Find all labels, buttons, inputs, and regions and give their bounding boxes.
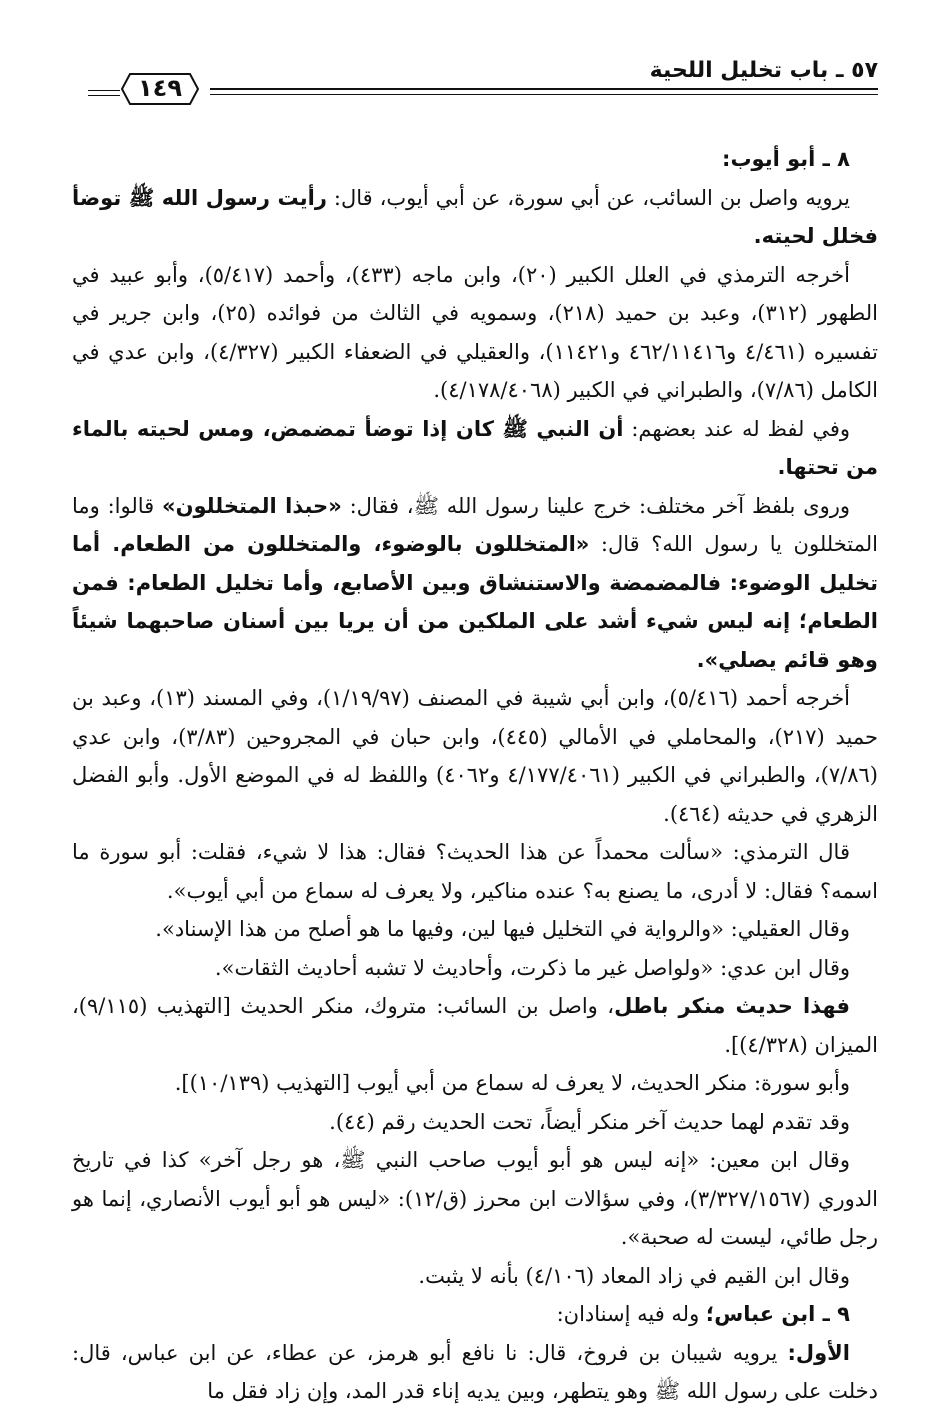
hadith-text: أن النبي ﷺ كان إذا توضأ تمضمض، ومس لحيته بالماء من تحتها. [72,416,878,479]
header-rule [210,88,878,90]
page-number-badge [120,72,200,106]
chapter-title: ٥٧ ـ باب تخليل اللحية [649,58,878,83]
text-run: وروى بلفظ آخر مختلف: خرج علينا رسول الله ﷺ، فقال: [341,493,851,518]
sub-heading-first: الأول: [787,1340,850,1365]
paragraph [72,179,878,256]
page-body [72,140,878,1411]
text-run: يرويه واصل بن السائب، عن أبي سورة، عن أبي أيوب، قال: [326,185,850,210]
text-run: وله فيه إسنادان: [556,1302,706,1326]
paragraph: وقال العقيلي: «والرواية في التخليل فيها لين، وفيها ما هو أصلح من هذا الإسناد». [155,917,850,941]
text-run: قالوا: وما المتخللون يا رسول الله؟ قال: [72,493,878,556]
header-rule-thin [210,94,878,95]
text-run: يرويه شيبان بن فروخ، قال: نا نافع أبو هرمز، عن عطاء، عن ابن عباس، قال: دخلت على رسول الله ﷺ وهو يتطهر، وبين يديه إناء قدر المد، وإن زاد فقل ما [72,1340,878,1403]
header-rule-left [88,90,120,91]
paragraph: أخرجه أحمد (٥/٤١٦)، وابن أبي شيبة في المصنف (١/١٩/٩٧)، وفي المسند (١٣)، وعبد بن حميد (٢١٧)، والمحاملي في الأمالي (٤٤٥)، وابن حبان في المجروحين (٣/٨٣)، وابن عدي (٧/٨٦)، والطبراني في الكبير (٤/١٧٧/٤٠٦١ و٤٠٦٢) واللفظ له في الموضع الأول. وأبو الفضل الزهري في حديثه (٤٦٤). [72,686,878,826]
paragraph: وأبو سورة: منكر الحديث، لا يعرف له سماع من أبي أيوب [التهذيب (١٠/١٣٩)]. [174,1071,850,1095]
header-rule-left-2 [88,95,120,96]
paragraph: وقد تقدم لهما حديث آخر منكر أيضاً، تحت الحديث رقم (٤٤). [329,1109,850,1134]
paragraph: وقال ابن معين: «إنه ليس هو أبو أيوب صاحب النبي ﷺ، هو رجل آخر» كذا في تاريخ الدوري (٣/٣٢٧/١٥٦٧)، وفي سؤالات ابن محرز (ق/١٢): «ليس هو أبو أيوب الأنصاري، إنما هو رجل طائي، ليست له صحبة». [72,1148,878,1249]
paragraph: قال الترمذي: «سألت محمداً عن هذا الحديث؟ فقال: هذا لا شيء، فقلت: أبو سورة ما اسمه؟ فقال: لا أدرى، ما يصنع به؟ عنده مناكير، ولا يعرف له سماع من أبي أيوب». [72,840,878,903]
paragraph [72,487,878,680]
text-run: ، واصل بن السائب: متروك، منكر الحديث [التهذيب (٩/١١٥)، الميزان (٤/٣٢٨)]. [72,994,878,1057]
hadith-text: «المتخللون بالوضوء، والمتخللون من الطعام. أما تخليل الوضوء: فالمضمضة والاستنشاق وبين الأصابع، وأما تخليل الطعام: فمن الطعام؛ إنه ليس شيء أشد على الملكين من أن يريا بين أسنان صاحبهما شيئاً وهو قائم يصلي». [72,532,878,672]
page-header [88,58,878,118]
paragraph [72,1334,878,1411]
section-heading-ibn-abbas: ٩ ـ ابن عباس؛ [705,1302,850,1326]
paragraph: وقال ابن عدي: «ولواصل غير ما ذكرت، وأحاديث لا تشبه أحاديث الثقات». [214,955,850,980]
section-heading-abu-ayyub: ٨ ـ أبو أيوب: [722,147,850,171]
paragraph [72,410,878,487]
page-number: ١٤٩ [138,74,182,102]
hadith-text: رأيت رسول الله ﷺ توضأ فخلل لحيته. [72,185,878,248]
paragraph [72,1295,878,1334]
text-run: وفي لفظ له عند بعضهم: [623,416,851,441]
verdict-text: فهذا حديث منكر باطل [614,994,850,1018]
hadith-text: «حبذا المتخللون» [162,493,342,518]
paragraph: وقال ابن القيم في زاد المعاد (٤/١٠٦) بأنه لا يثبت. [418,1263,850,1288]
paragraph: أخرجه الترمذي في العلل الكبير (٢٠)، وابن ماجه (٤٣٣)، وأحمد (٥/٤١٧)، وأبو عبيد في الطهور (٣١٢)، وعبد بن حميد (٢١٨)، وسمويه في الثالث من فوائده (٢٥)، وابن جرير في تفسيره (٤/٤٦١ و٤٦٢/١١٤١٦ و١١٤٢١)، والعقيلي في الضعفاء الكبير (٤/٣٢٧)، وابن عدي في الكامل (٧/٨٦)، والطبراني في الكبير (٤/١٧٨/٤٠٦٨). [72,262,878,402]
paragraph [72,987,878,1064]
